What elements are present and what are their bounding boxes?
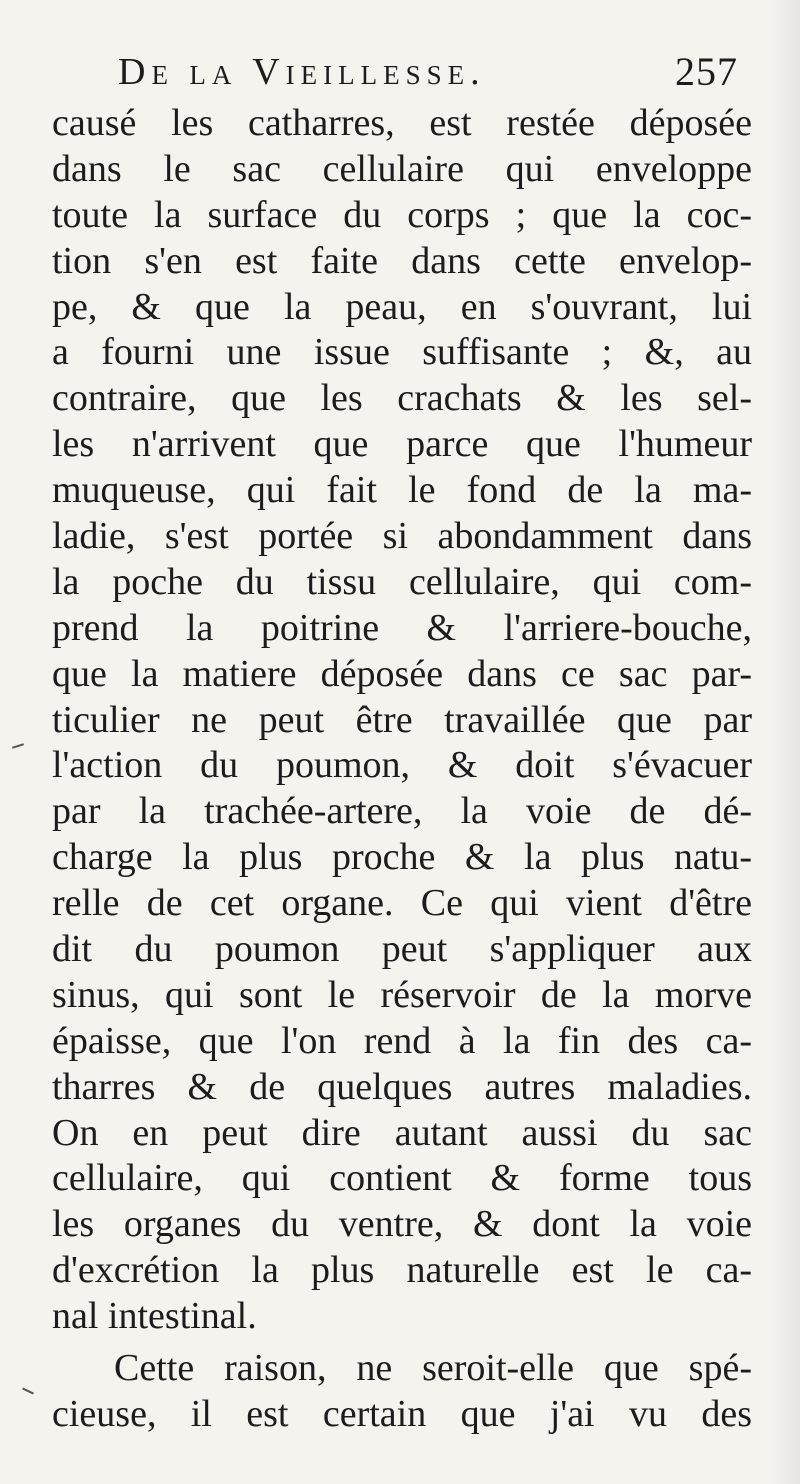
text-line: l'action du poumon, & doit s'évacuer bbox=[52, 744, 752, 787]
text-line: a fourni une issue suffisante ; &, au bbox=[52, 331, 752, 374]
text-line: ticulier ne peut être travaillée que par bbox=[52, 698, 752, 741]
text-line: la poche du tissu cellulaire, qui com- bbox=[52, 560, 752, 603]
text-line: contraire, que les crachats & les sel- bbox=[52, 377, 752, 420]
text-line: causé les catharres, est restée déposée bbox=[52, 102, 752, 144]
page-number: 257 bbox=[675, 49, 738, 94]
text-line: ladie, s'est portée si abondamment dans bbox=[52, 515, 752, 558]
margin-mark bbox=[12, 743, 24, 749]
body-text bbox=[52, 101, 752, 1438]
running-header bbox=[118, 48, 738, 96]
text-line: les organes du ventre, & dont la voie bbox=[52, 1203, 752, 1246]
margin-mark bbox=[22, 1388, 34, 1395]
text-line: dans le sac cellulaire qui enveloppe bbox=[52, 147, 752, 190]
text-line: les n'arrivent que parce que l'humeur bbox=[52, 423, 752, 466]
text-line: relle de cet organe. Ce qui vient d'être bbox=[52, 882, 752, 925]
text-line: que la matiere déposée dans ce sac par- bbox=[52, 652, 752, 695]
text-line: cellulaire, qui contient & forme tous bbox=[52, 1157, 752, 1200]
text-line: épaisse, que l'on rend à la fin des ca- bbox=[52, 1019, 752, 1062]
paragraph-first-line: Cette raison, ne seroit-elle que spé- bbox=[114, 1347, 752, 1390]
text-line: dit du poumon peut s'appliquer aux bbox=[52, 928, 752, 971]
text-line: toute la surface du corps ; que la coc- bbox=[52, 193, 752, 236]
text-line: tion s'en est faite dans cette envelop- bbox=[52, 239, 752, 282]
text-line: On en peut dire autant aussi du sac bbox=[52, 1111, 752, 1154]
text-line: par la trachée-artere, la voie de dé- bbox=[52, 790, 752, 833]
text-line: muqueuse, qui fait le fond de la ma- bbox=[52, 469, 752, 512]
running-title: De la Vieillesse. bbox=[118, 51, 486, 93]
text-line: tharres & de quelques autres maladies. bbox=[52, 1065, 752, 1108]
text-line: prend la poitrine & l'arriere-bouche, bbox=[52, 606, 752, 649]
text-line: nal intestinal. bbox=[52, 1295, 257, 1338]
text-line: sinus, qui sont le réservoir de la morve bbox=[52, 973, 752, 1016]
text-line: charge la plus proche & la plus natu- bbox=[52, 836, 752, 879]
text-line: d'excrétion la plus naturelle est le ca- bbox=[52, 1249, 752, 1292]
text-line: cieuse, il est certain que j'ai vu des bbox=[52, 1392, 752, 1435]
text-line: pe, & que la peau, en s'ouvrant, lui bbox=[52, 285, 752, 328]
